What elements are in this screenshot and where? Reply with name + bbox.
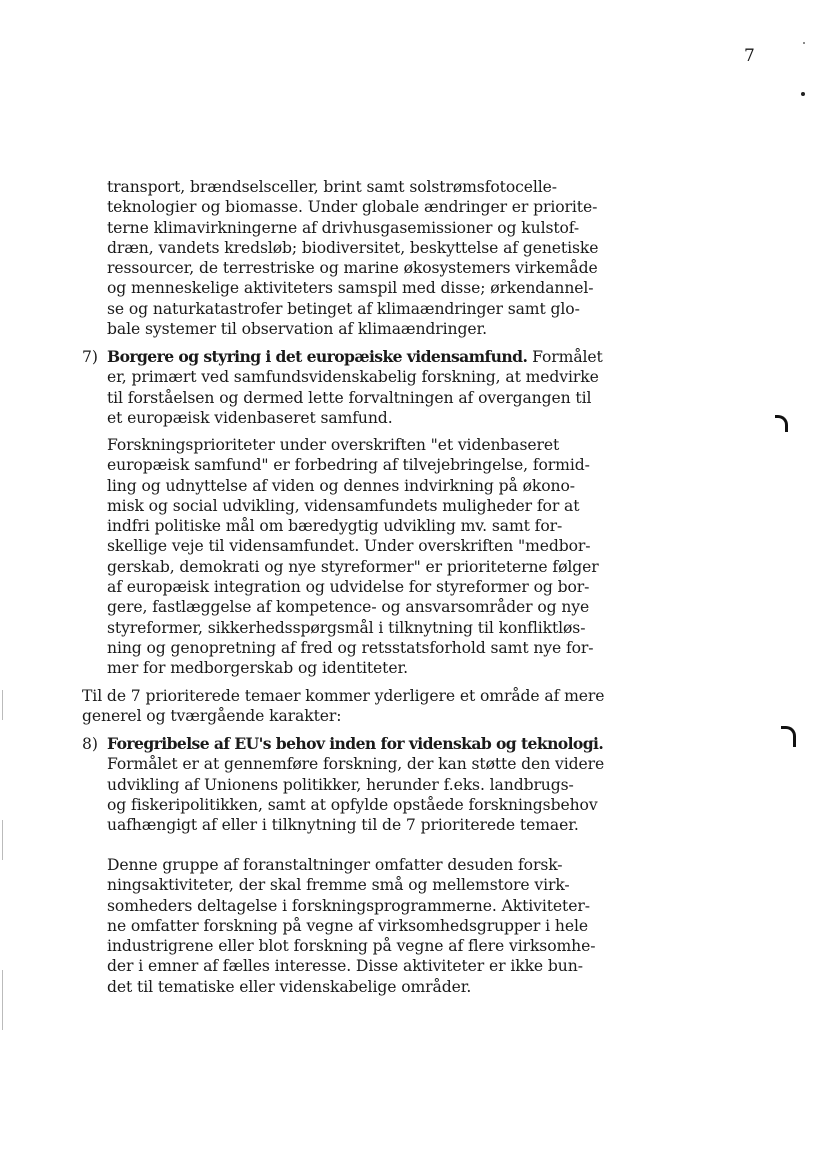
- text-line: ressourcer, de terrestriske og marine økosystemers virkemåde: [107, 259, 598, 278]
- text-line: bale systemer til observation af klimaændringer.: [107, 320, 487, 339]
- text-line: teknologier og biomasse. Under globale ændringer er priorite-: [107, 198, 598, 217]
- text-line: gerskab, demokrati og nye styreformer" er prioriteterne følger: [107, 557, 599, 576]
- text-line: misk og social udvikling, vidensamfundets muligheder for at: [107, 496, 580, 515]
- paragraph-block1: [107, 177, 598, 339]
- item-8-paragraph: [107, 734, 604, 835]
- item-8-paragraph-2: [107, 855, 595, 997]
- text-line: terne klimavirkningerne af drivhusgasemissioner og kulstof-: [107, 218, 580, 237]
- text-line: ling og udnyttelse af viden og dennes indvirkning på økono-: [107, 476, 575, 495]
- item-7-paragraph: [107, 347, 603, 428]
- item-7-paragraph-2: [107, 435, 599, 679]
- text-line: indfri politiske mål om bæredygtig udvikling mv. samt for-: [107, 517, 563, 536]
- text-line: Til de 7 prioriterede temaer kommer yderligere et område af mere: [82, 687, 605, 705]
- margin-mark: [775, 415, 788, 432]
- item-7-first-line: [107, 347, 603, 367]
- text-line: dræn, vandets kredsløb; biodiversitet, beskyttelse af genetiske: [107, 238, 599, 257]
- text-line: ningsaktiviteter, der skal fremme små og mellemstore virk-: [107, 876, 570, 895]
- margin-mark: [781, 726, 796, 747]
- text-line: se og naturkatastrofer betinget af klimaændringer samt glo-: [107, 299, 580, 318]
- page-number: 7: [744, 46, 755, 66]
- text-line: af europæisk integration og udvidelse for styreformer og bor-: [107, 578, 590, 597]
- text-line: er, primært ved samfundsvidenskabelig forskning, at medvirke: [107, 368, 599, 387]
- text-line: Denne gruppe af foranstaltninger omfatter desuden forsk-: [107, 856, 563, 874]
- text-line: der i emner af fælles interesse. Disse aktiviteter er ikke bun-: [107, 957, 583, 976]
- text-line: et europæisk videnbaseret samfund.: [107, 408, 393, 427]
- text-line: europæisk samfund" er forbedring af tilvejebringelse, formid-: [107, 456, 590, 475]
- text-line: og fiskeripolitikken, samt at opfylde opståede forskningsbehov: [107, 795, 598, 814]
- text-line: transport, brændselsceller, brint samt solstrømsfotocelle-: [107, 178, 557, 196]
- item-7-number: 7): [82, 348, 99, 366]
- scan-edge: [2, 820, 3, 860]
- text-line: uafhængigt af eller i tilknytning til de 7 prioriterede temaer.: [107, 816, 579, 835]
- text-line: styreformer, sikkerhedsspørgsmål i tilknytning til konfliktløs-: [107, 618, 586, 637]
- item-8-heading: Foregribelse af EU's behov inden for videnskab og teknologi.: [107, 734, 604, 753]
- scan-dot: [803, 42, 805, 44]
- text-line: gere, fastlæggelse af kompetence- og ansvarsområder og nye: [107, 598, 590, 617]
- text-line: Formålet er at gennemføre forskning, der kan støtte den videre: [107, 755, 605, 774]
- scan-dot: [801, 92, 805, 96]
- intro-paragraph: [82, 686, 604, 727]
- text-line: det til tematiske eller videnskabelige områder.: [107, 977, 472, 996]
- text-line: udvikling af Unionens politikker, herunder f.eks. landbrugs-: [107, 775, 574, 794]
- scan-edge: [2, 690, 3, 720]
- text-line: mer for medborgerskab og identiteter.: [107, 659, 408, 678]
- item-8-number: 8): [82, 735, 99, 753]
- text-line: til forståelsen og dermed lette forvaltningen af overgangen til: [107, 388, 592, 407]
- text-line: somheders deltagelse i forskningsprogrammerne. Aktiviteter-: [107, 896, 590, 915]
- text-line: ne omfatter forskning på vegne af virksomhedsgrupper i hele: [107, 916, 588, 935]
- text-line: skellige veje til vidensamfundet. Under overskriften "medbor-: [107, 537, 591, 556]
- text-line: ning og genopretning af fred og retsstatsforhold samt nye for-: [107, 638, 594, 657]
- item-7-heading: Borgere og styring i det europæiske vidensamfund.: [107, 347, 528, 366]
- scan-edge: [2, 970, 3, 1030]
- item-7-first-line-rest: Formålet: [527, 348, 603, 366]
- text-line: og menneskelige aktiviteters samspil med disse; ørkendannel-: [107, 279, 594, 298]
- text-line: industrigrene eller blot forskning på vegne af flere virksomhe-: [107, 937, 596, 956]
- text-line: Forskningsprioriteter under overskriften "et videnbaseret: [107, 436, 560, 454]
- text-line: generel og tværgående karakter:: [82, 707, 342, 726]
